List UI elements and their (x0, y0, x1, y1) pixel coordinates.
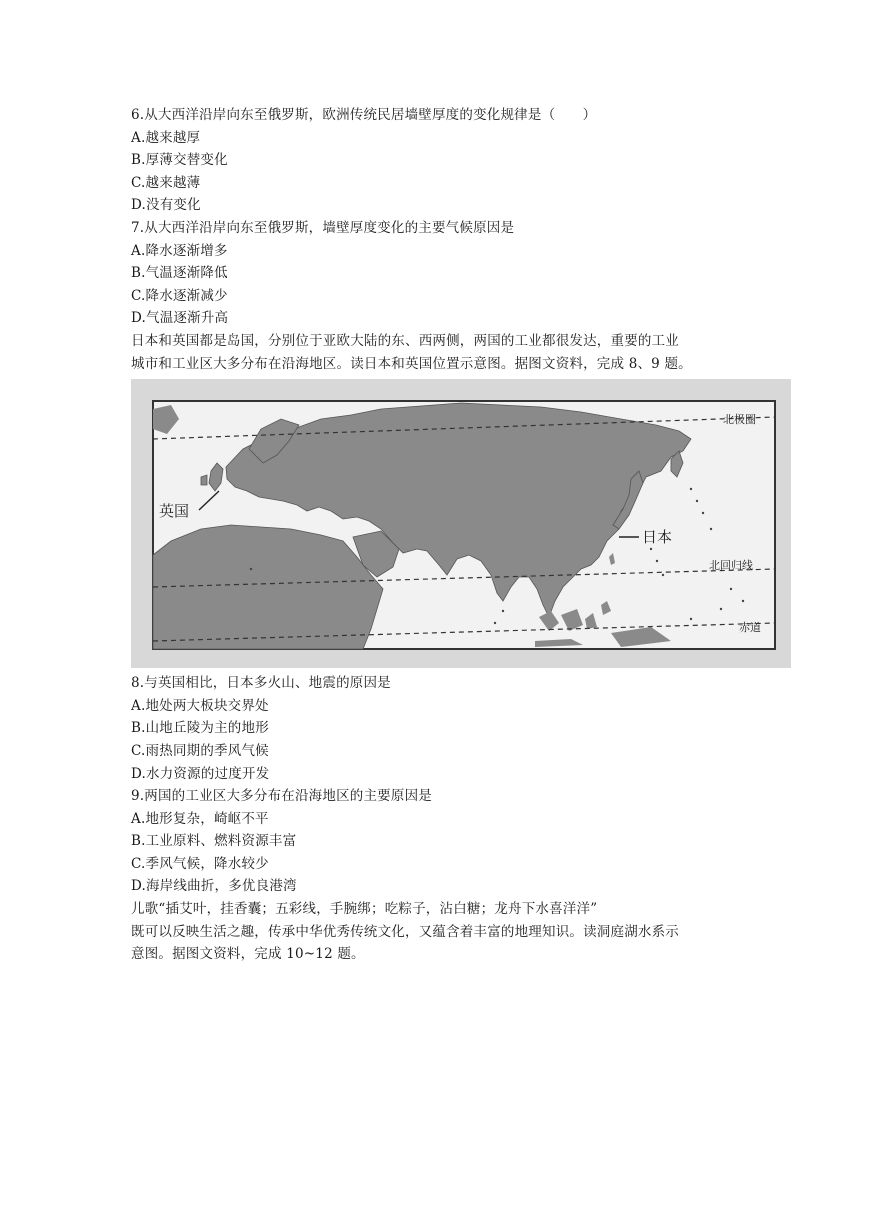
intro-10-12-line1: 儿歌“插艾叶，挂香囊；五彩线，手腕绑；吃粽子，沾白糖；龙舟下水喜洋洋” (131, 901, 598, 918)
q8-option-c: C.雨热同期的季风气候 (131, 742, 269, 759)
q8-stem: 8.与英国相比，日本多火山、地震的原因是 (131, 675, 391, 692)
arctic-circle-label: 北极圈 (723, 413, 756, 427)
q8-option-b: B.山地丘陵为主的地形 (131, 720, 269, 737)
q9-option-d: D.海岸线曲折，多优良港湾 (131, 878, 297, 895)
q9-option-b: B.工业原料、燃料资源丰富 (131, 833, 297, 850)
japan-label: 日本 (642, 528, 673, 547)
q9-option-a: A.地形复杂，崎岖不平 (131, 810, 269, 827)
ireland-shape (201, 475, 207, 485)
q6-stem: 6.从大西洋沿岸向东至俄罗斯，欧洲传统民居墙壁厚度的变化规律是（ ） (131, 107, 597, 123)
q6-option-a: A.越来越厚 (131, 129, 201, 146)
q9-option-c: C.季风气候，降水较少 (131, 855, 269, 872)
q8-option-d: D.水力资源的过度开发 (131, 765, 270, 782)
equator-label: 赤道 (739, 621, 761, 635)
q6-option-c: C.越来越薄 (131, 174, 201, 191)
q7-option-d: D.气温逐渐升高 (131, 310, 229, 327)
uk-label: 英国 (159, 502, 190, 521)
document-body (131, 104, 761, 966)
q7-option-c: C.降水逐渐减少 (131, 287, 228, 304)
q6-option-d: D.没有变化 (131, 197, 201, 214)
intro-10-12-line3: 意图。据图文资料，完成 10~12 题。 (131, 946, 365, 963)
intro-8-9-line1: 日本和英国都是岛国，分别位于亚欧大陆的东、西两侧，两国的工业都很发达，重要的工业 (131, 332, 679, 349)
q9-stem: 9.两国的工业区大多分布在沿海地区的主要原因是 (131, 788, 432, 805)
intro-8-9-line2: 城市和工业区大多分布在沿海地区。读日本和英国位置示意图。据图文资料，完成 8、9 题。 (131, 355, 692, 372)
q7-option-a: A.降水逐渐增多 (131, 242, 228, 259)
japan-uk-location-map (131, 379, 791, 668)
intro-10-12-line2: 既可以反映生活之趣，传承中华优秀传统文化，又蕴含着丰富的地理知识。读洞庭湖水系示 (131, 923, 679, 940)
map-svg (131, 379, 791, 668)
q6-option-b: B.厚薄交替变化 (131, 152, 228, 169)
tropic-of-cancer-label: 北回归线 (709, 559, 753, 573)
q7-option-b: B.气温逐渐降低 (131, 265, 228, 282)
q8-option-a: A.地处两大板块交界处 (131, 697, 269, 714)
q7-stem: 7.从大西洋沿岸向东至俄罗斯，墙壁厚度变化的主要气候原因是 (131, 219, 515, 236)
